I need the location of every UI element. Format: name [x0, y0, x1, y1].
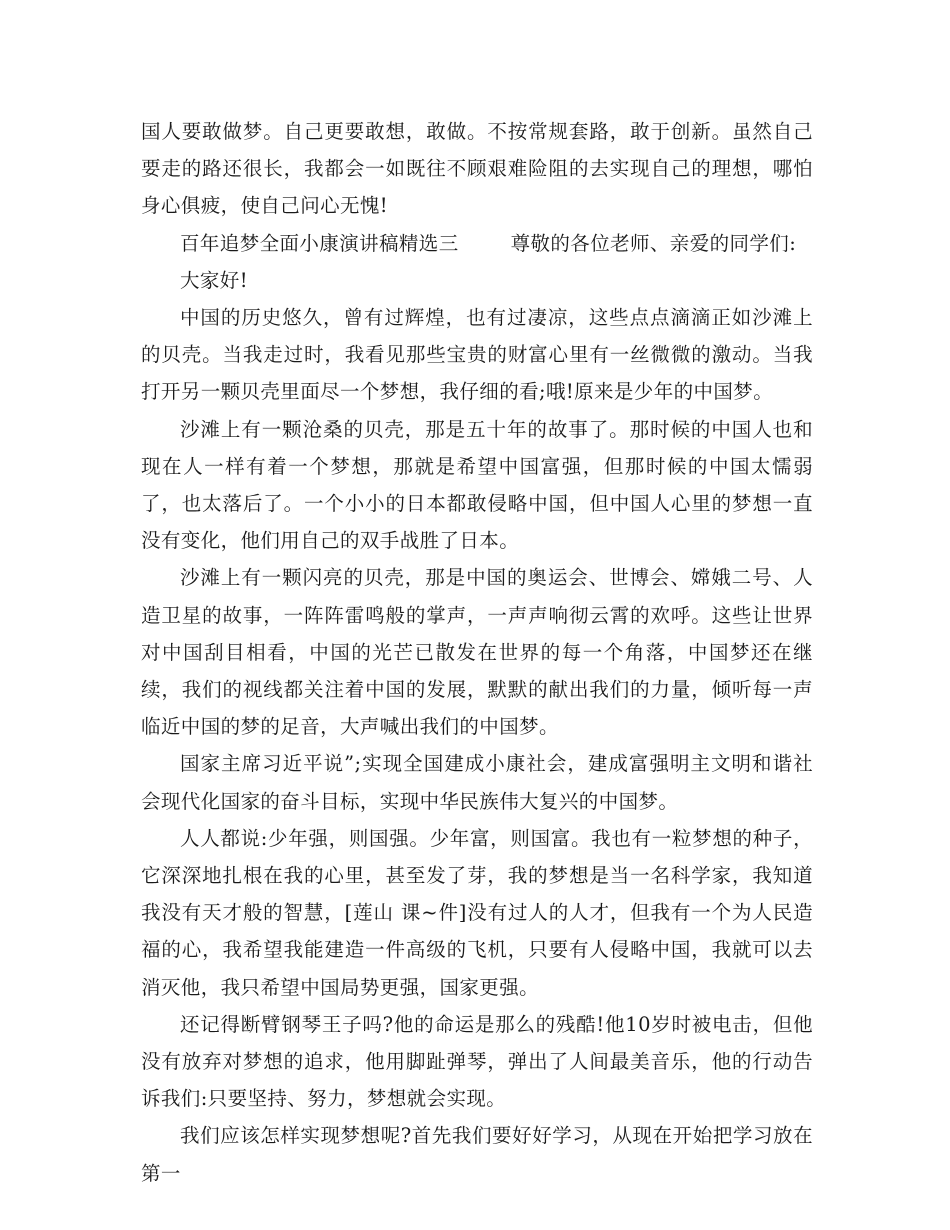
body-paragraph: 沙滩上有一颗沧桑的贝壳，那是五十年的故事了。那时候的中国人也和现在人一样有着一个梦想，那就是希望中国富强，但那时候的中国太懦弱了，也太落后了。一个小小的日本都敢侵略中国，但中国人心里的梦想一直没有变化，他们用自己的双手战胜了日本。: [141, 417, 813, 553]
salutation: 尊敬的各位老师、亲爱的同学们:: [510, 231, 797, 255]
body-paragraph: 沙滩上有一颗闪亮的贝壳，那是中国的奥运会、世博会、嫦娥二号、人造卫星的故事，一阵阵雷鸣般的掌声，一声声响彻云霄的欢呼。这些让世界对中国刮目相看，中国的光芒已散发在世界的每一个角落，中国梦还在继续，我们的视线都关注着中国的发展，默默的献出我们的力量，倾听每一声临近中国的梦的足音，大声喊出我们的中国梦。: [141, 566, 813, 739]
body-paragraph: 还记得断臂钢琴王子吗?他的命运是那么的残酷!他10岁时被电击，但他没有放弃对梦想的追求，他用脚趾弹琴，弹出了人间最美音乐，他的行动告诉我们:只要坚持、努力，梦想就会实现。: [141, 1012, 813, 1111]
body-paragraph: 我们应该怎样实现梦想呢?首先我们要好好学习，从现在开始把学习放在第一: [141, 1124, 813, 1185]
greeting: 大家好!: [180, 268, 248, 292]
body-paragraph: 国家主席习近平说”;实现全国建成小康社会，建成富强明主文明和谐社会现代化国家的奋斗目标，实现中华民族伟大复兴的中国梦。: [141, 752, 813, 813]
body-paragraph: 人人都说:少年强，则国强。少年富，则国富。我也有一粒梦想的种子，它深深地扎根在我的心里，甚至发了芽，我的梦想是当一名科学家，我知道我没有天才般的智慧，[莲山 课~件]没有过人的人才，但我有一个为人民造福的心，我希望我能建造一件高级的飞机，只要有人侵略中国，我就可以去消灭他，我只希望中国局势更强，国家更强。: [141, 826, 813, 999]
section-title: 百年追梦全面小康演讲稿精选三: [180, 231, 459, 255]
body-paragraph: 中国的历史悠久，曾有过辉煌，也有过凄凉，这些点点滴滴正如沙滩上的贝壳。当我走过时，我看见那些宝贵的财富心里有一丝微微的激动。当我打开另一颗贝壳里面尽一个梦想，我仔细的看;哦!原来是少年的中国梦。: [141, 306, 813, 404]
section-heading-line: [141, 225, 813, 262]
document-body: [141, 113, 813, 1192]
continuation-paragraph: 国人要敢做梦。自己更要敢想，敢做。不按常规套路，敢于创新。虽然自己要走的路还很长，我都会一如既往不顾艰难险阻的去实现自己的理想，哪怕身心俱疲，使自己问心无愧!: [141, 120, 813, 218]
